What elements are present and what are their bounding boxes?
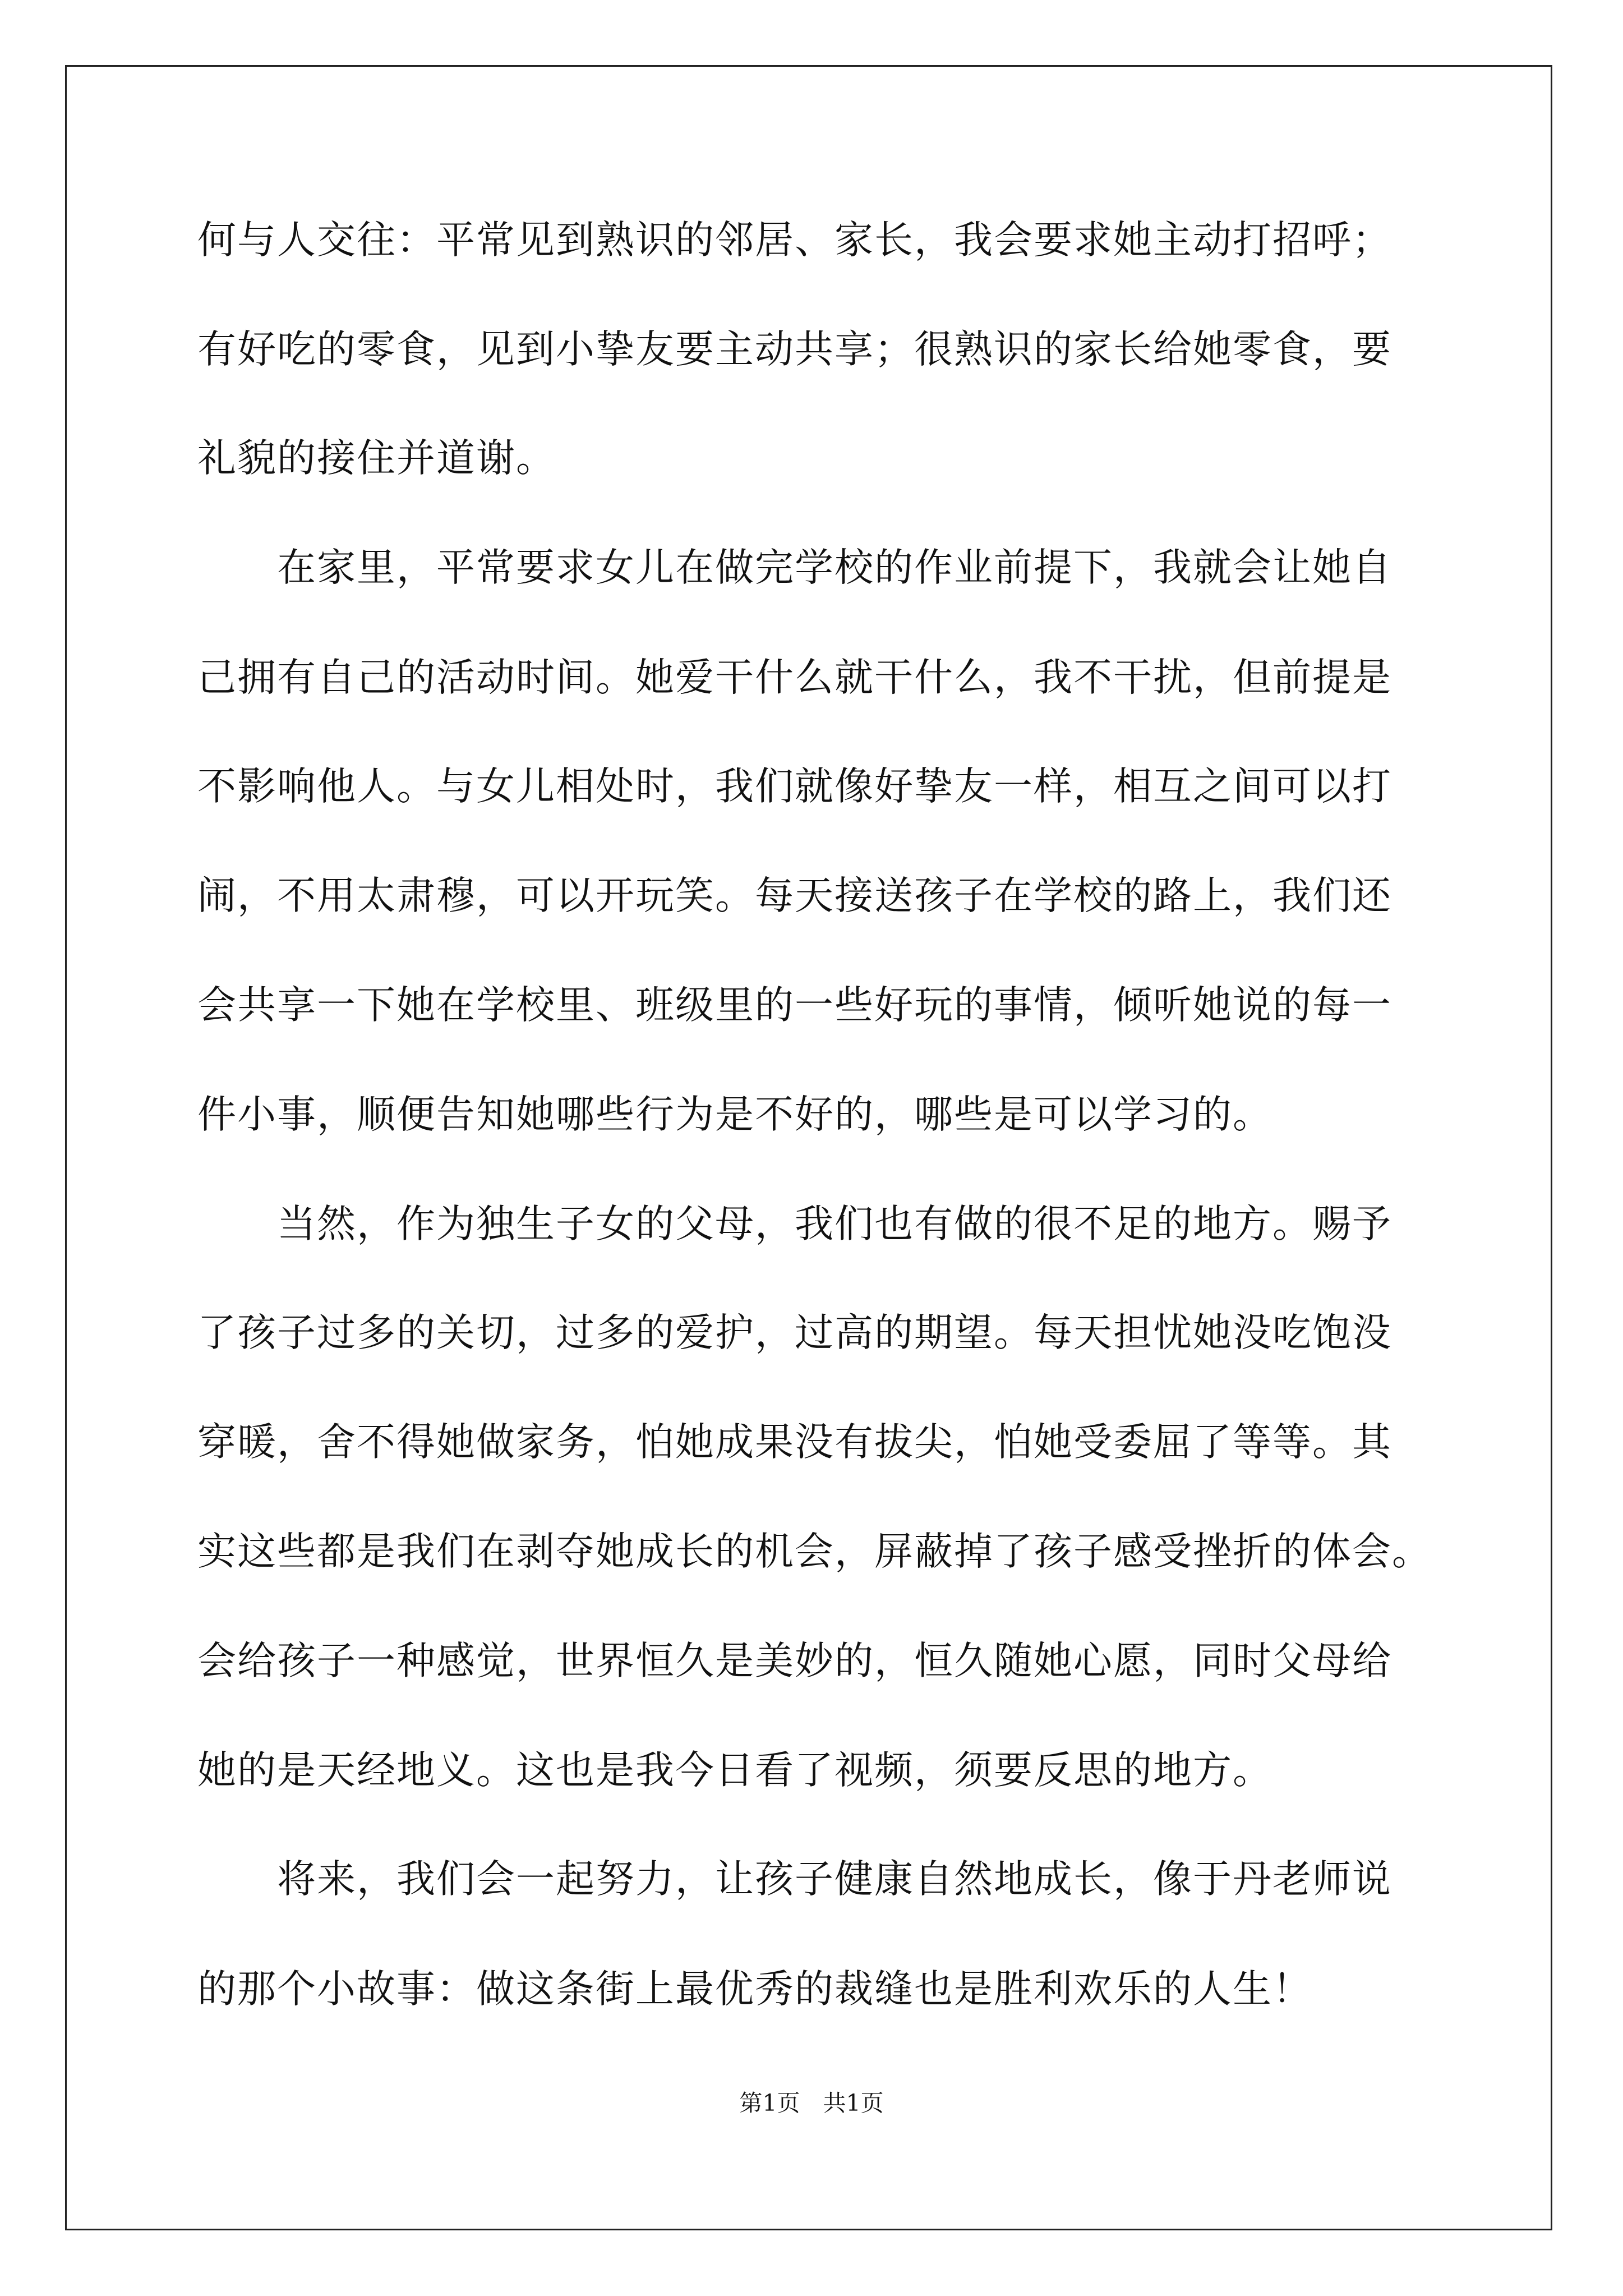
text-line: 己拥有自己的活动时间。她爱干什么就干什么，我不干扰，但前提是 xyxy=(197,655,1392,700)
text-line: 闹，不用太肃穆，可以开玩笑。每天接送孩子在学校的路上，我们还 xyxy=(197,873,1392,918)
text-line: 实这些都是我们在剥夺她成长的机会，屏蔽掉了孩子感受挫折的体会。 xyxy=(197,1529,1432,1574)
text-line: 的那个小故事：做这条街上最优秀的裁缝也是胜利欢乐的人生！ xyxy=(197,1967,1312,2012)
text-line: 件小事，顺便告知她哪些行为是不好的，哪些是可以学习的。 xyxy=(197,1092,1272,1137)
text-line: 穿暖，舍不得她做家务，怕她成果没有拔尖，怕她受委屈了等等。其 xyxy=(197,1420,1392,1465)
text-line: 了孩子过多的关切，过多的爱护，过高的期望。每天担忧她没吃饱没 xyxy=(197,1310,1392,1355)
text-line: 礼貌的接住并道谢。 xyxy=(197,436,556,481)
page-border xyxy=(65,65,1552,2230)
text-line: 在家里，平常要求女儿在做完学校的作业前提下，我就会让她自 xyxy=(197,545,1392,590)
text-line: 有好吃的零食，见到小挚友要主动共享；很熟识的家长给她零食，要 xyxy=(197,327,1392,372)
page-number-footer: 第1页 共1页 xyxy=(739,2090,884,2116)
text-line: 她的是天经地义。这也是我今日看了视频，须要反思的地方。 xyxy=(197,1748,1272,1793)
text-line: 何与人交往：平常见到熟识的邻居、家长，我会要求她主动打招呼； xyxy=(197,218,1392,263)
text-line: 将来，我们会一起努力，让孩子健康自然地成长，像于丹老师说 xyxy=(197,1857,1392,1902)
text-line: 不影响他人。与女儿相处时，我们就像好挚友一样，相互之间可以打 xyxy=(197,764,1392,809)
text-line: 当然，作为独生子女的父母，我们也有做的很不足的地方。赐予 xyxy=(197,1202,1392,1246)
text-line: 会给孩子一种感觉，世界恒久是美妙的，恒久随她心愿，同时父母给 xyxy=(197,1639,1392,1683)
text-line: 会共享一下她在学校里、班级里的一些好玩的事情，倾听她说的每一 xyxy=(197,983,1392,1028)
